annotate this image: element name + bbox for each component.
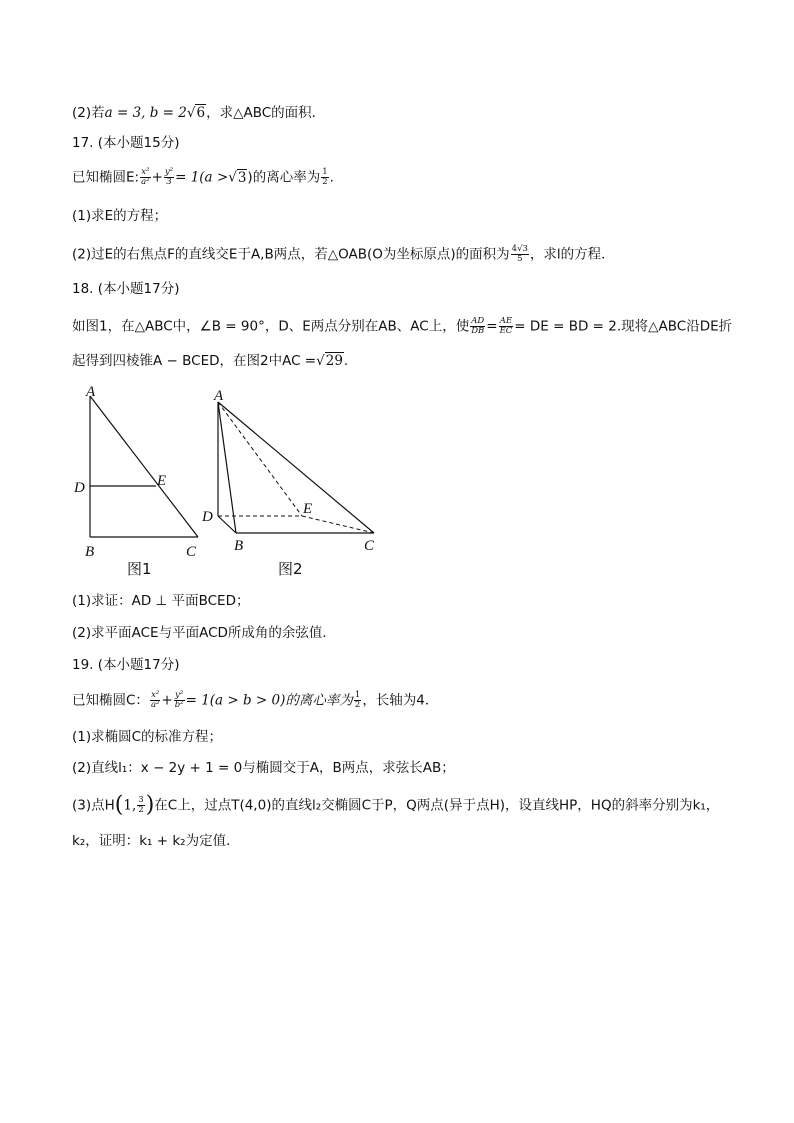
fraction: $\frac{\text{y²}}{3}$ <box>164 167 174 187</box>
q16-part2: (2)若a = 3, b = 2√6，求△ABC的面积． <box>72 105 326 121</box>
fig2-label-D: D <box>202 509 213 525</box>
fig1-label-B: B <box>85 544 95 560</box>
fraction: $\frac{3}{2}$ <box>138 795 144 815</box>
q17-part2: (2)过E的右焦点F的直线交E于A,B两点，若△OAB(O为坐标原点)的面积为 $\frac{4√3}{5}$ ，求l的方程． <box>72 244 615 264</box>
figure-2 <box>198 380 388 585</box>
fig1-label-A: A <box>86 384 96 400</box>
fig2-label-C: C <box>364 538 375 554</box>
fraction: $\frac{\text{y²}}{\text{b²}}$ <box>174 690 184 710</box>
q18-part1: (1)求证：AD ⊥ 平面BCED； <box>72 593 250 609</box>
q19-part2: (2)直线l₁：x − 2y + 1 = 0与椭圆交于A，B两点，求弦长AB； <box>72 760 455 776</box>
fig2-caption: 图2 <box>278 560 303 578</box>
fraction: $\frac{4√3}{5}$ <box>511 244 528 264</box>
fraction: $\frac{1}{2}$ <box>322 167 328 187</box>
fig1-label-C: C <box>186 544 197 560</box>
q19-part3: (3)点H(1, $\frac{3}{2}$ )在C上，过点T(4,0)的直线l₂交椭圆C于P，Q两点(异于点H)，设直线HP，HQ的斜率分别为k₁， <box>72 792 720 818</box>
q18-stem-line1: 如图1，在△ABC中，∠B = 90°，D、E两点分别在AB、AC上，使 $\frac{AD}{DB}$ = $\frac{AE}{EC}$ = DE = BD = 2.现将△ABC沿DE折 <box>72 316 733 336</box>
q18-stem-line2: 起得到四棱锥A − BCED，在图2中AC =√29. <box>72 353 349 369</box>
q19-part3-line2: k₂，证明：k₁ + k₂为定值． <box>72 833 240 849</box>
fraction: $\frac{\text{x²}}{\text{a²}}$ <box>141 167 150 187</box>
fraction: $\frac{AE}{EC}$ <box>499 316 513 336</box>
q18-part2: (2)求平面ACE与平面ACD所成角的余弦值． <box>72 625 336 641</box>
fraction: $\frac{1}{2}$ <box>354 690 361 710</box>
fig2-label-B: B <box>234 538 244 554</box>
q16-sqrt: 6 <box>196 105 206 121</box>
q19-stem: 已知椭圆C： $\frac{\text{x²}}{\text{a²}}$ + $\frac{\text{y²}}{\text{b²}}$ = 1(a > b > 0)的离心率为 $\frac{1}{2}$ ，长轴为4． <box>72 690 439 710</box>
q19-part1: (1)求椭圆C的标准方程； <box>72 729 223 745</box>
q17-stem: 已知椭圆E: $\frac{\text{x²}}{\text{a²}}$ + $\frac{\text{y²}}{3}$ = 1(a >√3)的离心率为 $\frac{1}{2}$ . <box>72 167 334 187</box>
q17-header: 17. (本小题15分) <box>72 135 180 151</box>
fraction: $\frac{AD}{DB}$ <box>471 316 485 336</box>
fig2-label-E: E <box>303 501 313 517</box>
fig1-label-E: E <box>157 473 167 489</box>
fig1-caption: 图1 <box>127 560 152 578</box>
fig2-label-A: A <box>214 388 224 404</box>
q18-header: 18. (本小题17分) <box>72 281 180 297</box>
q16-condition: a = 3, b = 2 <box>104 105 187 121</box>
fraction: $\frac{\text{x²}}{\text{a²}}$ <box>150 690 160 710</box>
fig1-label-D: D <box>74 480 85 496</box>
q17-part1: (1)求E的方程； <box>72 208 168 224</box>
q19-header: 19. (本小题17分) <box>72 657 180 673</box>
